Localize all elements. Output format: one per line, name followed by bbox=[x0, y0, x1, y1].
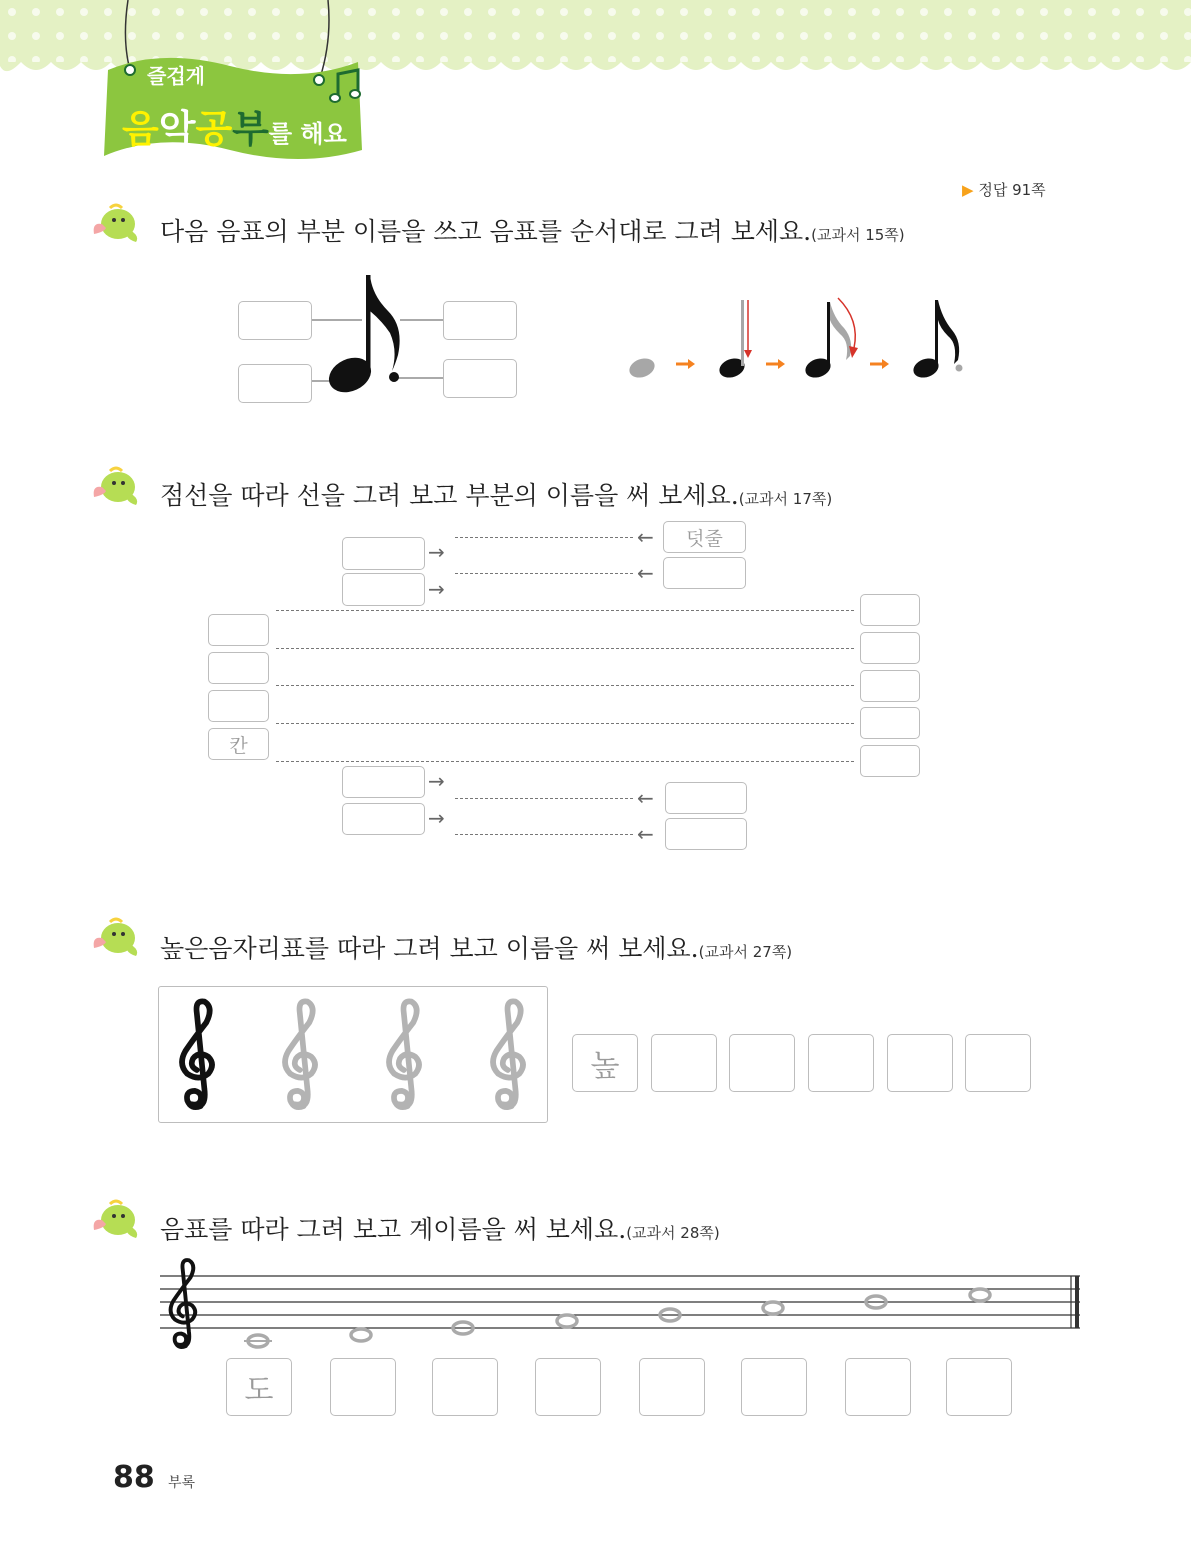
header-small-label: 즐겁게 bbox=[147, 64, 205, 88]
clef-name-box-5[interactable] bbox=[887, 1034, 953, 1092]
bird-icon bbox=[90, 1196, 142, 1240]
q4-title-text: 음표를 따라 그려 보고 계이름을 써 보세요. bbox=[160, 1215, 627, 1244]
solfege-answer-box-7[interactable] bbox=[845, 1358, 911, 1416]
staff-line-box-5[interactable] bbox=[860, 594, 920, 626]
lower-ledger-line-1 bbox=[455, 798, 633, 799]
right-arrow-icon: → bbox=[428, 577, 445, 601]
staff-line-4 bbox=[276, 648, 854, 649]
treble-clef-tracing-box bbox=[158, 986, 548, 1123]
header-title-tail: 를 해요 bbox=[268, 120, 347, 148]
solfege-answer-box-3[interactable] bbox=[432, 1358, 498, 1416]
staff-space-box-2[interactable] bbox=[208, 690, 269, 722]
q2-title-text: 점선을 따라 선을 그려 보고 부분의 이름을 써 보세요. bbox=[160, 481, 739, 510]
solfege-answer-box-5[interactable] bbox=[639, 1358, 705, 1416]
lower-ledger-space-box-1[interactable] bbox=[342, 766, 425, 798]
play-arrow-icon: ▶ bbox=[962, 181, 974, 199]
upper-ledger-line-1 bbox=[455, 537, 633, 538]
clef-name-box-6[interactable] bbox=[965, 1034, 1031, 1092]
q1-textbook-ref: (교과서 15쪽) bbox=[811, 226, 905, 244]
final-bar-line bbox=[1075, 1276, 1079, 1328]
answer-reference-text: 정답 91쪽 bbox=[978, 181, 1046, 199]
staff-space-box-3[interactable] bbox=[208, 652, 269, 684]
q4-title bbox=[160, 1210, 720, 1246]
bird-icon bbox=[90, 914, 142, 958]
treble-clef-trace-icon bbox=[493, 1001, 523, 1107]
q3-title bbox=[160, 929, 792, 965]
left-arrow-icon: ← bbox=[637, 822, 654, 846]
note-la bbox=[763, 1302, 783, 1314]
right-arrow-icon: → bbox=[428, 769, 445, 793]
solfege-answer-box-6[interactable] bbox=[741, 1358, 807, 1416]
q1-title bbox=[160, 212, 905, 248]
lower-ledger-line-box-2[interactable] bbox=[665, 818, 747, 850]
dotted-eighth-note-diagram bbox=[300, 265, 460, 405]
staff-lines bbox=[160, 1276, 1080, 1328]
treble-clef-icon bbox=[182, 1001, 212, 1107]
solfege-answer-box-8[interactable] bbox=[946, 1358, 1012, 1416]
staff-line-box-4[interactable] bbox=[860, 632, 920, 664]
clef-name-first-char: 높 bbox=[572, 1034, 638, 1092]
staff-line-2 bbox=[276, 723, 854, 724]
staff-line-box-2[interactable] bbox=[860, 707, 920, 739]
space-label-box: 칸 bbox=[208, 728, 269, 760]
staff-line-box-3[interactable] bbox=[860, 670, 920, 702]
page-number: 88 bbox=[113, 1460, 155, 1495]
bird-icon bbox=[90, 463, 142, 507]
q3-title-text: 높은음자리표를 따라 그려 보고 이름을 써 보세요. bbox=[160, 934, 699, 963]
treble-clef-icon bbox=[171, 1260, 196, 1347]
staff-line-5 bbox=[276, 610, 854, 611]
left-arrow-icon: ← bbox=[637, 525, 654, 549]
lower-ledger-line-2 bbox=[455, 834, 633, 835]
q4-textbook-ref: (교과서 28쪽) bbox=[626, 1224, 720, 1242]
ledger-line-label-box: 덧줄 bbox=[663, 521, 746, 553]
staff-space-box-4[interactable] bbox=[208, 614, 269, 646]
right-arrow-icon: → bbox=[428, 540, 445, 564]
treble-clef-trace-icon bbox=[285, 1001, 315, 1107]
left-arrow-icon: ← bbox=[637, 786, 654, 810]
note-drawing-order-sequence bbox=[620, 290, 980, 390]
upper-ledger-space-box-2[interactable] bbox=[342, 573, 425, 606]
q3-textbook-ref: (교과서 27쪽) bbox=[698, 943, 793, 961]
scale-staff bbox=[158, 1250, 1083, 1350]
left-arrow-icon: ← bbox=[637, 561, 654, 585]
upper-ledger-line-2 bbox=[455, 573, 633, 574]
upper-ledger-space-box-1[interactable] bbox=[342, 537, 425, 570]
header-title-char-3: 공 bbox=[195, 107, 233, 151]
clef-name-box-4[interactable] bbox=[808, 1034, 874, 1092]
clef-name-box-3[interactable] bbox=[729, 1034, 795, 1092]
note-re bbox=[351, 1329, 371, 1341]
note-high-do bbox=[970, 1289, 990, 1301]
lower-ledger-space-box-2[interactable] bbox=[342, 803, 425, 835]
solfege-answer-box-2[interactable] bbox=[330, 1358, 396, 1416]
treble-clef-trace-icon bbox=[389, 1001, 419, 1107]
upper-ledger-line-box[interactable] bbox=[663, 557, 746, 589]
answer-reference bbox=[962, 179, 1046, 200]
bird-icon bbox=[90, 200, 142, 244]
q2-title bbox=[160, 476, 832, 512]
solfege-answer-box-4[interactable] bbox=[535, 1358, 601, 1416]
staff-line-1 bbox=[276, 761, 854, 762]
lower-ledger-line-box-1[interactable] bbox=[665, 782, 747, 814]
note-fa bbox=[557, 1315, 577, 1327]
header-title-char-4: 부 bbox=[232, 107, 269, 151]
footer-section: 부록 bbox=[168, 1475, 196, 1491]
clef-name-box-2[interactable] bbox=[651, 1034, 717, 1092]
header-title-char-2: 악 bbox=[158, 107, 196, 151]
staff-line-3 bbox=[276, 685, 854, 686]
right-arrow-icon: → bbox=[428, 806, 445, 830]
q1-title-text: 다음 음표의 부분 이름을 쓰고 음표를 순서대로 그려 보세요. bbox=[160, 217, 812, 246]
q2-textbook-ref: (교과서 17쪽) bbox=[738, 490, 833, 508]
staff-line-box-1[interactable] bbox=[860, 745, 920, 777]
header-title bbox=[122, 98, 347, 153]
solfege-first-name: 도 bbox=[226, 1358, 292, 1416]
header-title-char-1: 음 bbox=[122, 107, 159, 151]
